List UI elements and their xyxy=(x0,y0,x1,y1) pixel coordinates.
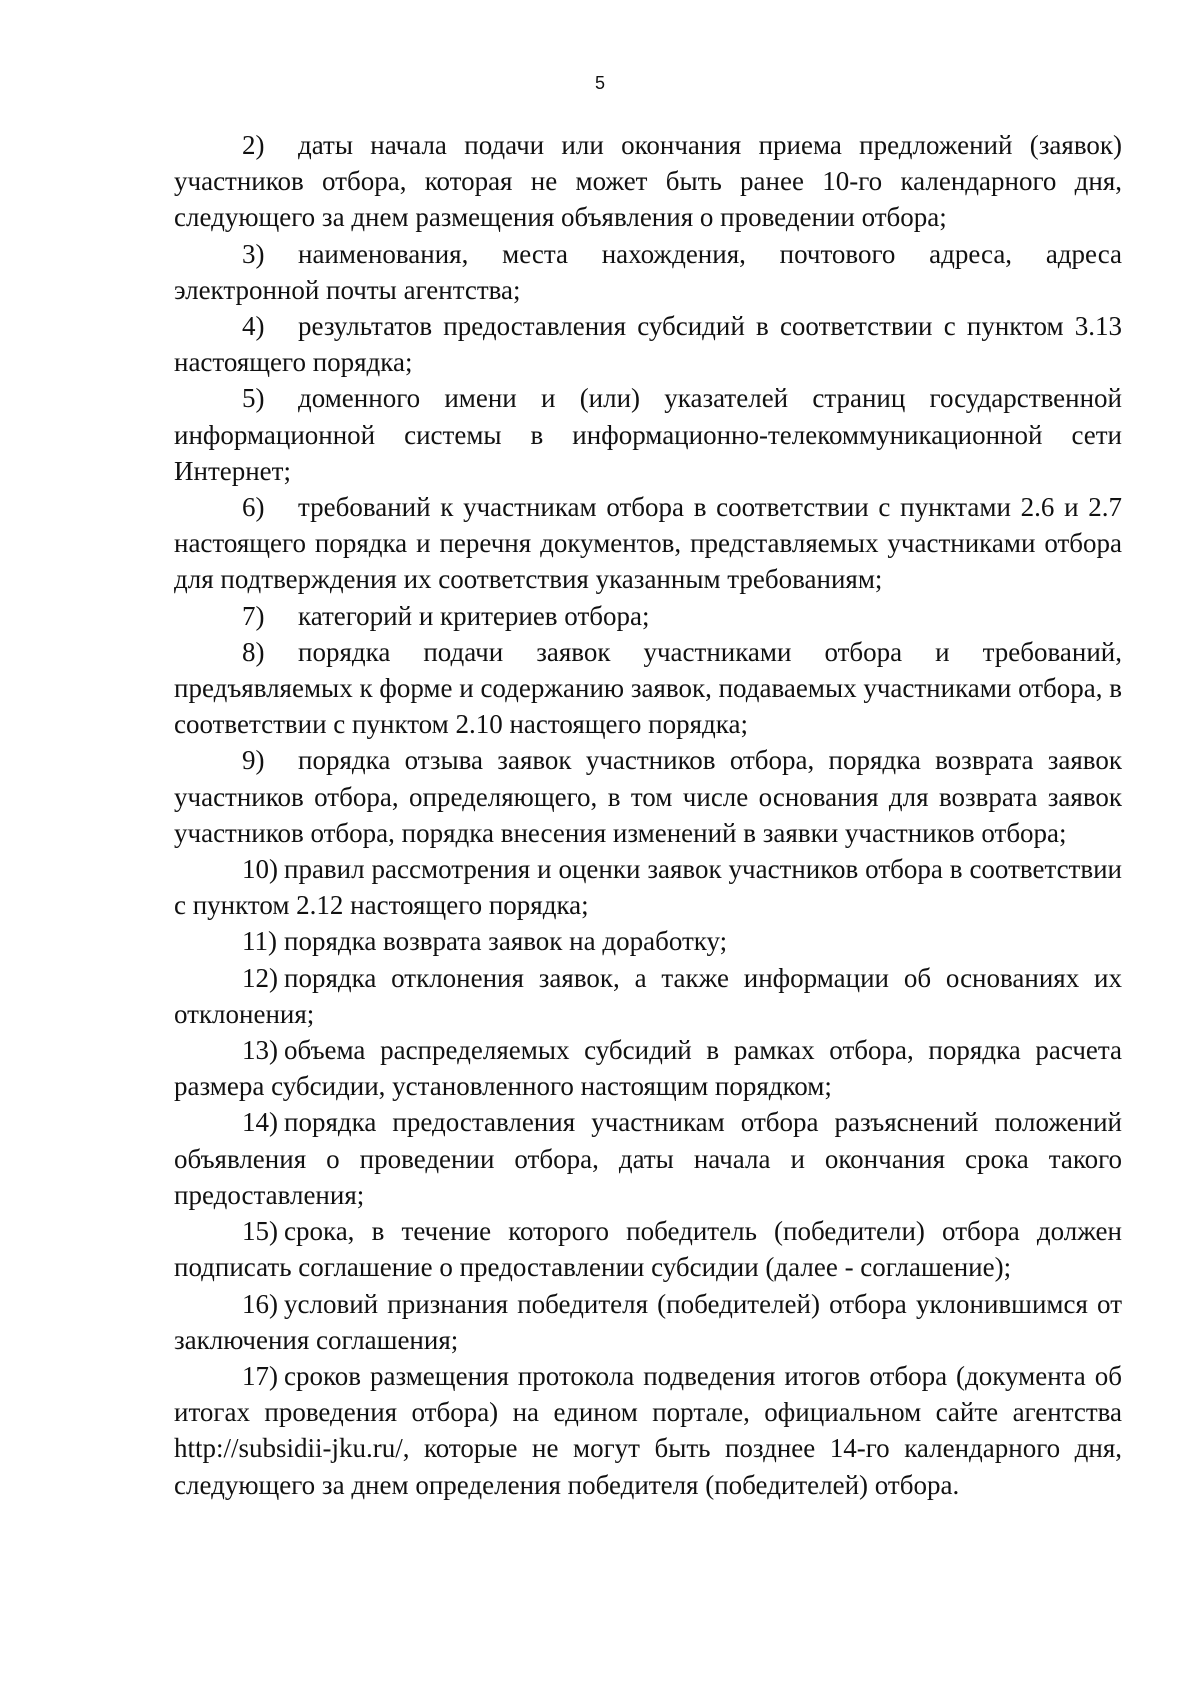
item-number: 13) xyxy=(242,1035,278,1066)
list-item xyxy=(174,127,1122,236)
item-text: условий признания победителя (победителей) отбора уклонившимся от заключения соглашения; xyxy=(174,1288,1122,1355)
list-item xyxy=(174,380,1122,489)
item-text: категорий и критериев отбора; xyxy=(298,600,650,631)
item-number: 12) xyxy=(242,962,278,993)
document-body xyxy=(174,127,1122,1503)
item-text: объема распределяемых субсидий в рамках отбора, порядка расчета размера субсидии, установленного настоящим порядком; xyxy=(174,1035,1122,1102)
item-number: 5) xyxy=(242,383,265,414)
item-number: 2) xyxy=(242,130,265,160)
list-item xyxy=(174,742,1122,851)
item-text: сроков размещения протокола подведения итогов отбора (документа об итогах проведения отбора) на едином портале, официальном сайте агентства http://subsidii-jku.ru/, которые не могут быть позднее 14-го календарного дня, следующего за днем определения победителя (победителей) отбора. xyxy=(174,1360,1122,1500)
list-item xyxy=(174,489,1122,598)
item-text: требований к участникам отбора в соответствии с пунктами 2.6 и 2.7 настоящего порядка и перечня документов, представляемых участниками отбора для подтверждения их соответствия указанным требованиям; xyxy=(174,492,1122,595)
item-number: 4) xyxy=(242,311,265,342)
list-item xyxy=(174,236,1122,308)
item-text: доменного имени и (или) указателей страниц государственной информационной системы в информационно-телекоммуникационной сети Интернет; xyxy=(174,383,1122,486)
item-text: порядка отклонения заявок, а также информации об основаниях их отклонения; xyxy=(174,962,1122,1029)
item-number: 14) xyxy=(242,1107,278,1138)
item-text: порядка предоставления участникам отбора разъяснений положений объявления о проведении отбора, даты начала и окончания срока такого предоставления; xyxy=(174,1107,1122,1210)
item-number: 11) xyxy=(242,926,277,957)
item-number: 3) xyxy=(242,238,265,269)
list-item xyxy=(174,1032,1122,1104)
list-item xyxy=(174,1104,1122,1213)
list-item xyxy=(174,1286,1122,1358)
list-item xyxy=(174,1213,1122,1285)
list-item xyxy=(174,851,1122,923)
item-number: 17) xyxy=(242,1360,278,1391)
item-number: 7) xyxy=(242,600,265,631)
list-item xyxy=(174,1358,1122,1503)
item-text: даты начала подачи или окончания приема предложений (заявок) участников отбора, которая не может быть ранее 10-го календарного дня, следующего за днем размещения объявления о проведении отбора; xyxy=(174,130,1122,233)
list-item xyxy=(174,308,1122,380)
item-text: наименования, места нахождения, почтового адреса, адреса электронной почты агентства; xyxy=(174,238,1122,305)
item-number: 15) xyxy=(242,1216,278,1247)
item-number: 9) xyxy=(242,745,265,776)
item-text: порядка возврата заявок на доработку; xyxy=(284,926,728,957)
item-text: порядка подачи заявок участниками отбора и требований, предъявляемых к форме и содержанию заявок, подаваемых участниками отбора, в соответствии с пунктом 2.10 настоящего порядка; xyxy=(174,636,1122,740)
item-text: результатов предоставления субсидий в соответствии с пунктом 3.13 настоящего порядка; xyxy=(174,311,1122,378)
item-number: 16) xyxy=(242,1288,278,1319)
list-item xyxy=(174,923,1122,959)
page-number: 5 xyxy=(594,73,605,93)
item-number: 10) xyxy=(242,854,278,885)
item-number: 6) xyxy=(242,492,265,523)
item-text: порядка отзыва заявок участников отбора, порядка возврата заявок участников отбора, определяющего, в том числе основания для возврата заявок участников отбора, порядка внесения изменений в заявки участников отбора; xyxy=(174,745,1122,848)
list-item xyxy=(174,960,1122,1032)
item-text: правил рассмотрения и оценки заявок участников отбора в соответствии с пунктом 2.12 настоящего порядка; xyxy=(174,854,1122,921)
list-item xyxy=(174,598,1122,634)
item-text: срока, в течение которого победитель (победители) отбора должен подписать соглашение о предоставлении субсидии (далее - соглашение); xyxy=(174,1216,1122,1283)
list-item xyxy=(174,634,1122,743)
item-number: 8) xyxy=(242,636,265,667)
